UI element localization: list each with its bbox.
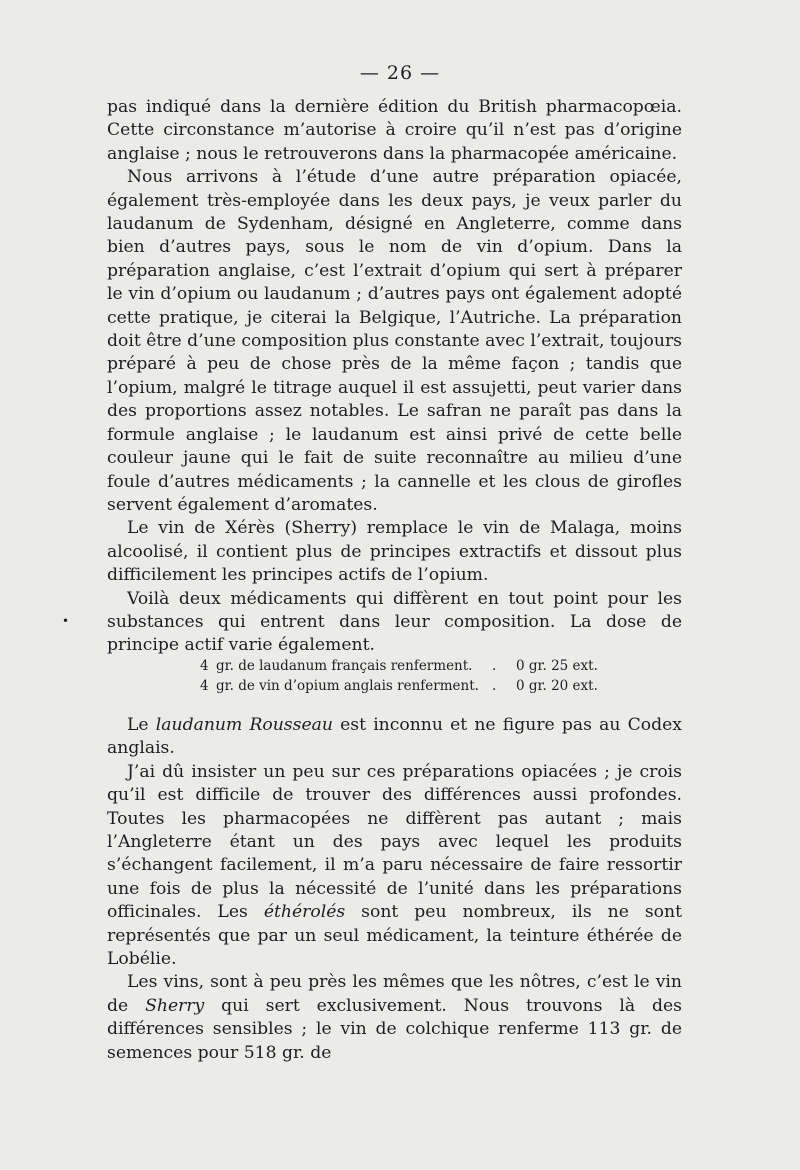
italic-text: Sherry (145, 995, 205, 1016)
dose-cell-dot: . (492, 658, 497, 674)
table-row (200, 676, 598, 696)
italic-text: laudanum Rousseau (155, 715, 333, 735)
paragraph (107, 761, 682, 972)
text-run: Le (127, 715, 156, 735)
table-row (200, 656, 598, 676)
dose-cell-dot: . (492, 678, 497, 694)
paragraph (107, 517, 682, 587)
dose-cell-desc: gr. de vin d’opium anglais renferment. (216, 678, 479, 694)
body-text-top (107, 96, 682, 658)
paragraph (107, 96, 682, 166)
page-number: — 26 — (359, 62, 441, 84)
text-run: Voilà deux médicaments qui diffèrent en tout point pour les substances qui entrent dans leur composition. La dose de principe actif varie également. (107, 588, 682, 656)
text-run: J’ai dû insister un peu sur ces préparations opiacées ; je crois qu’il est difficile de trouver des différences aussi profondes. Toutes les pharmacopées ne diffèrent pas autant ; mais l’Angleterre étant un des pays avec lequel les produits s’échangent facilement, il m’a paru nécessaire de faire ressortir une fois de plus la nécessité de l’unité dans les préparations officinales. Les (107, 761, 682, 923)
dose-cell-qty: 4 (200, 678, 209, 694)
dose-comparison-table (200, 656, 598, 696)
text-run: sont peu nombreux, ils ne sont représentés que par un seul médicament, la teinture éthérée de Lobélie. (107, 902, 683, 970)
dose-cell-qty: 4 (200, 658, 209, 674)
text-run: qui sert exclusivement. Nous trouvons là des différences sensibles ; le vin de colchique renferme 113 gr. de semences pour 518 gr. de (107, 995, 682, 1063)
dose-cell-result: 0 gr. 25 ext. (516, 658, 598, 674)
dose-cell-desc: gr. de laudanum français renferment. (216, 658, 473, 674)
body-text-bottom (107, 714, 682, 1065)
paragraph (107, 166, 682, 517)
text-run: Le vin de Xérès (Sherry) remplace le vin de Malaga, moins alcoolisé, il contient plus de principes extractifs et dissout plus difficilement les principes actifs de l’opium. (107, 518, 682, 586)
text-run: est inconnu et ne figure pas au Codex anglais. (107, 715, 682, 759)
paragraph (107, 588, 682, 658)
paragraph (107, 971, 682, 1065)
text-run: pas indiqué dans la dernière édition du British pharmacopœia. Cette circonstance m’autorise à croire qu’il n’est pas d’origine anglaise ; nous le retrouverons dans la pharmacopée américaine. (107, 97, 682, 164)
italic-text: éthérolés (263, 902, 346, 923)
margin-mark-icon: • (62, 614, 70, 628)
dose-cell-result: 0 gr. 20 ext. (516, 678, 598, 694)
text-run: Les vins, sont à peu près les mêmes que les nôtres, c’est le vin de (107, 972, 682, 1016)
text-run: Nous arrivons à l’étude d’une autre préparation opiacée, également très-employée dans les deux pays, je veux parler du laudanum de Sydenham, désigné en Angleterre, comme dans bien d’autres pays, sous le nom de vin d’opium. Dans la préparation anglaise, c’est l’extrait d’opium qui sert à préparer le vin d’opium ou laudanum ; d’autres pays ont également adopté cette pratique, je citerai la Belgique, l’Autriche. La préparation doit être d’une composition plus constante avec l’extrait, toujours préparé à peu de chose près de la même façon ; tandis que l’opium, malgré le titrage auquel il est assujetti, peut varier dans des proportions assez notables. Le safran ne paraît pas dans la formule anglaise ; le laudanum est ainsi privé de cette belle couleur jaune qui le fait de suite reconnaître au milieu d’une foule d’autres médicaments ; la cannelle et les clous de girofles servent également d’aromates. (107, 167, 682, 515)
paragraph (107, 714, 682, 761)
